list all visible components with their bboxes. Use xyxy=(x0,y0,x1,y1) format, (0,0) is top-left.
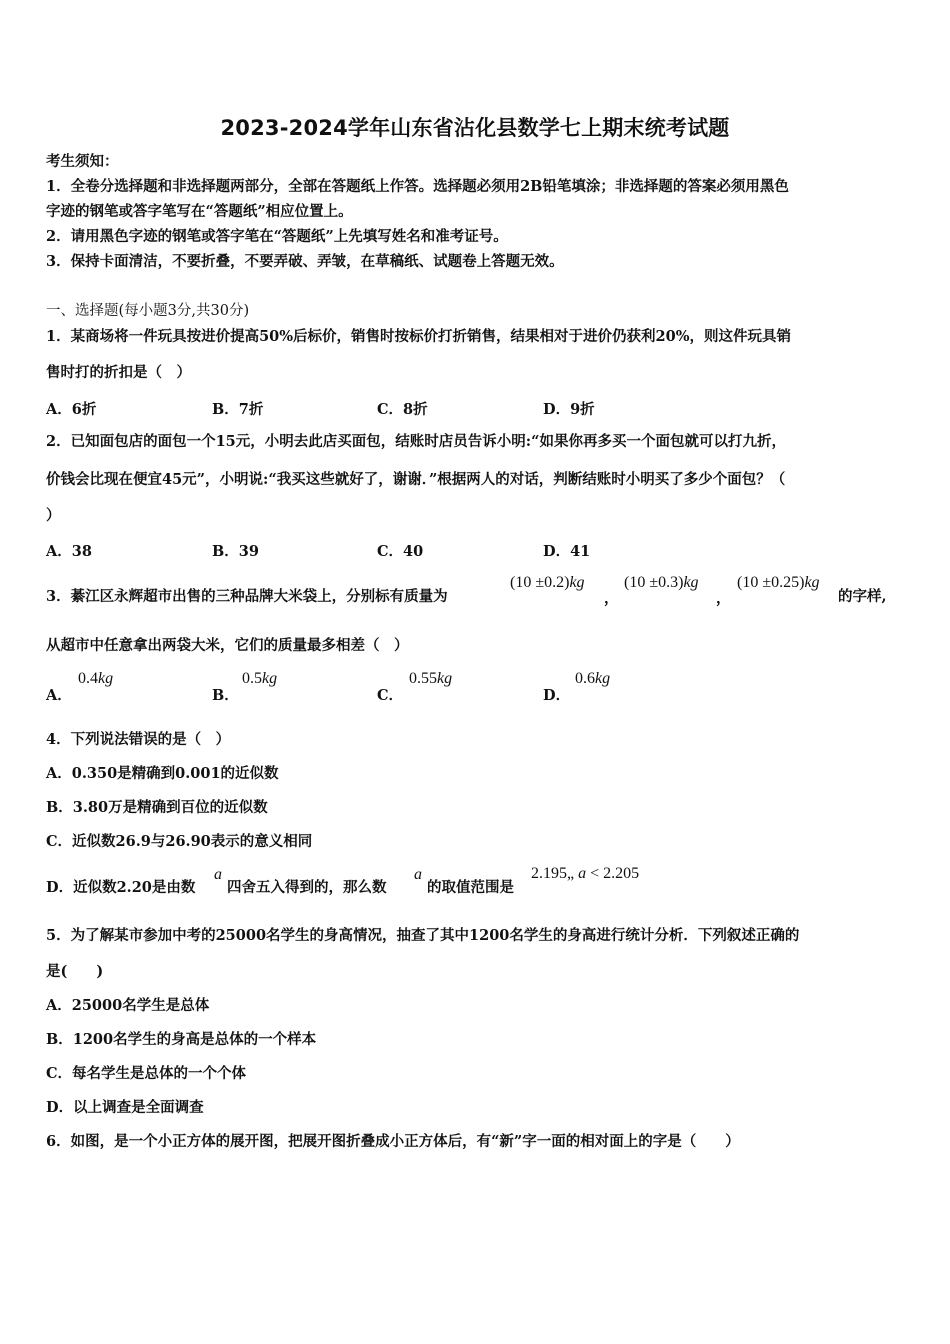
q2-option-b: B．39 xyxy=(212,543,259,560)
q1-option-d: D．9折 xyxy=(543,401,595,418)
q3-mass-2: (10 ±0.3)kg xyxy=(624,574,699,591)
q3-suffix: 的字样, xyxy=(838,588,887,605)
q5-option-b: B．1200名学生的身高是总体的一个样本 xyxy=(46,1031,317,1048)
q3-separator-2: ， xyxy=(716,590,731,607)
q3-option-d-value: 0.6kg xyxy=(575,670,611,687)
q1-option-c: C．8折 xyxy=(377,401,428,418)
q3-option-d-letter: D． xyxy=(543,687,571,704)
q3-mass-3: (10 ±0.25)kg xyxy=(737,574,820,591)
q3-mass-1: (10 ±0.2)kg xyxy=(510,574,585,591)
q3-option-a-letter: A． xyxy=(46,687,72,704)
q3-option-c-letter: C． xyxy=(377,687,404,704)
question-3-line-2: 从超市中任意拿出两袋大米，它们的质量最多相差（ ） xyxy=(46,637,409,654)
question-4-stem: 4．下列说法错误的是（ ） xyxy=(46,731,231,748)
q5-option-d: D．以上调查是全面调查 xyxy=(46,1099,204,1116)
question-5-line-2: 是( ) xyxy=(46,963,104,980)
question-1-line-2: 售时打的折扣是（ ） xyxy=(46,364,191,381)
question-2-line-3: ） xyxy=(46,507,61,524)
question-2-line-1: 2．已知面包店的面包一个15元，小明去此店买面包，结账时店员告诉小明:“如果你再多买一个面包就可以打九折， xyxy=(46,433,786,450)
notice-line-1: 1．全卷分选择题和非选择题两部分，全部在答题纸上作答。选择题必须用2B铅笔填涂；非选择题的答案必须用黑色 xyxy=(46,178,789,195)
q4-option-a: A．0.350是精确到0.001的近似数 xyxy=(46,765,279,782)
notice-heading: 考生须知： xyxy=(46,153,119,170)
q4-variable-a-1: a xyxy=(214,866,222,883)
q3-option-b-letter: B． xyxy=(212,687,239,704)
q4-option-d-prefix: D．近似数2.20是由数 xyxy=(46,879,196,896)
q4-option-d-suffix: 的取值范围是 xyxy=(427,879,514,896)
q1-option-b: B．7折 xyxy=(212,401,264,418)
q4-option-d-middle: 四舍五入得到的，那么数 xyxy=(227,879,387,896)
notice-line-3: 3．保持卡面清洁，不要折叠，不要弄破、弄皱，在草稿纸、试题卷上答题无效。 xyxy=(46,253,564,270)
notice-line-1-cont: 字迹的钢笔或答字笔写在“答题纸”相应位置上。 xyxy=(46,203,353,220)
q3-option-a-value: 0.4kg xyxy=(78,670,114,687)
question-6-stem: 6．如图，是一个小正方体的展开图，把展开图折叠成小正方体后，有“新”字一面的相对面上的字是（ ） xyxy=(46,1133,740,1150)
page-title: 2023-2024学年山东省沾化县数学七上期末统考试题 xyxy=(220,116,730,140)
q4-range-expression: 2.195„ a < 2.205 xyxy=(531,865,640,882)
q4-variable-a-2: a xyxy=(414,866,422,883)
q2-option-c: C．40 xyxy=(377,543,424,560)
q3-separator-1: ， xyxy=(604,590,619,607)
question-3-prefix: 3．綦江区永辉超市出售的三种品牌大米袋上，分别标有质量为 xyxy=(46,588,448,605)
question-2-line-2: 价钱会比现在便宜45元”，小明说:“我买这些就好了，谢谢．”根据两人的对话，判断结账时小明买了多少个面包？（ xyxy=(46,471,786,488)
q2-option-a: A．38 xyxy=(46,543,92,560)
q5-option-c: C．每名学生是总体的一个个体 xyxy=(46,1065,247,1082)
q5-option-a: A．25000名学生是总体 xyxy=(46,997,210,1014)
q3-option-c-value: 0.55kg xyxy=(409,670,453,687)
q4-option-b: B．3.80万是精确到百位的近似数 xyxy=(46,799,268,816)
question-1-line-1: 1．某商场将一件玩具按进价提高50%后标价，销售时按标价打折销售，结果相对于进价仍获利20%，则这件玩具销 xyxy=(46,328,791,345)
q1-option-a: A．6折 xyxy=(46,401,97,418)
notice-line-2: 2．请用黑色字迹的钢笔或答字笔在“答题纸”上先填写姓名和准考证号。 xyxy=(46,228,508,245)
question-5-line-1: 5．为了解某市参加中考的25000名学生的身高情况，抽查了其中1200名学生的身高进行统计分析．下列叙述正确的 xyxy=(46,927,800,944)
q4-option-c: C．近似数26.9与26.90表示的意义相同 xyxy=(46,833,313,850)
section-heading: 一、选择题(每小题3分,共30分) xyxy=(46,303,250,319)
q3-option-b-value: 0.5kg xyxy=(242,670,278,687)
q2-option-d: D．41 xyxy=(543,543,591,560)
